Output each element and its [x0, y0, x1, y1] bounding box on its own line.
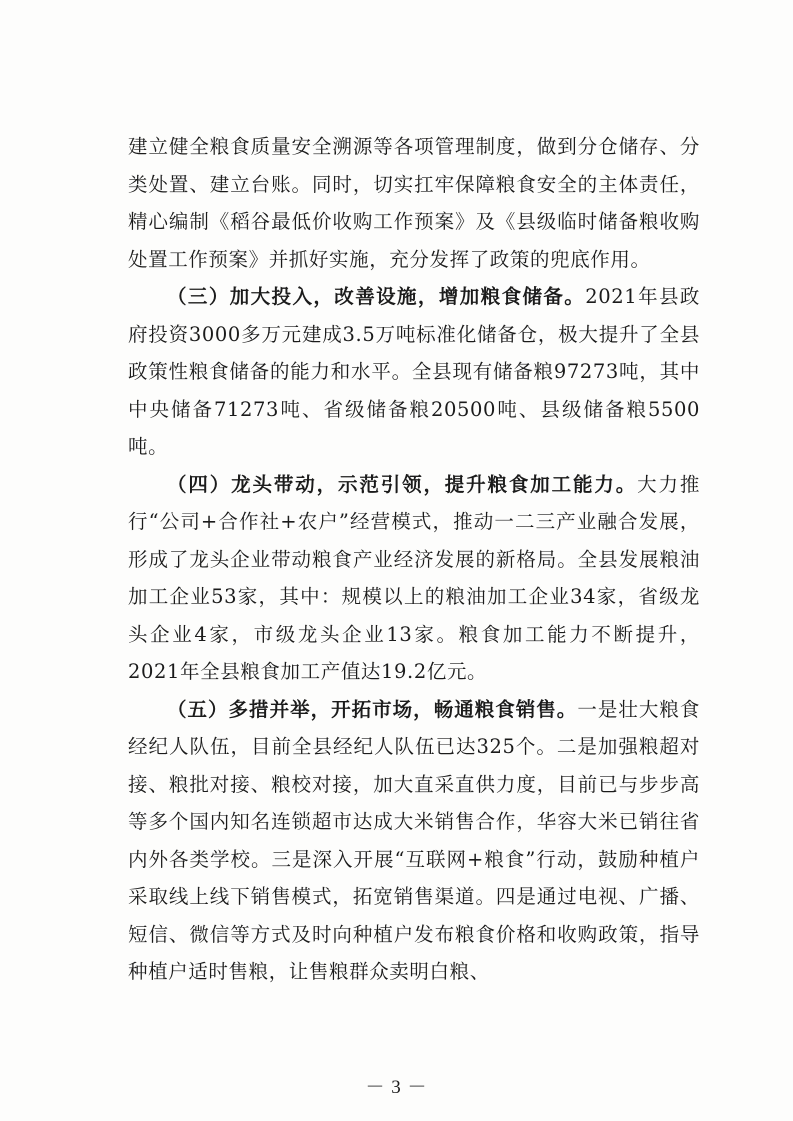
section-heading: （三）加大投入，改善设施，增加粮食储备。	[167, 285, 586, 308]
section-heading: （四）龙头带动，示范引领，提升粮食加工能力。	[167, 472, 638, 496]
paragraph-text: 2021年县政府投资3000多万元建成3.5万吨标准化储备仓，极大提升了全县政策性粮食储备的能力和水平。全县现有储备粮97273吨，其中中央储备71273吨、省级储备粮20500吨、县级储备粮5500吨。	[128, 285, 700, 458]
paragraph-text: 大力推行“公司+合作社+农户”经营模式，推动一二三产业融合发展，形成了龙头企业带动粮食产业经济发展的新格局。全县发展粮油加工企业53家，其中：规模以上的粮油加工企业34家，省级龙头企业4家，市级龙头企业13家。粮食加工能力不断提升，2021年全县粮食加工产值达19.2亿元。	[128, 472, 700, 683]
section-heading: （五）多措并举，开拓市场，畅通粮食销售。	[167, 697, 578, 721]
body-text	[128, 128, 700, 991]
paragraph-section-4	[128, 466, 700, 691]
paragraph-section-5	[128, 691, 700, 991]
paragraph-section-3	[128, 278, 700, 466]
paragraph-text: 一是壮大粮食经纪人队伍，目前全县经纪人队伍已达325个。二是加强粮超对接、粮批对接、粮校对接，加大直采直供力度，目前已与步步高等多个国内知名连锁超市达成大米销售合作，华容大米已销往省内外各类学校。三是深入开展“互联网+粮食”行动，鼓励种植户采取线上线下销售模式，拓宽销售渠道。四是通过电视、广播、短信、微信等方式及时向种植户发布粮食价格和收购政策，指导种植户适时售粮，让售粮群众卖明白粮、	[128, 697, 700, 983]
paragraph-text: 建立健全粮食质量安全溯源等各项管理制度，做到分仓储存、分类处置、建立台账。同时，切实扛牢保障粮食安全的主体责任，精心编制《稻谷最低价收购工作预案》及《县级临时储备粮收购处置工作预案》并抓好实施，充分发挥了政策的兜底作用。	[128, 135, 700, 271]
paragraph-continuation	[128, 128, 700, 278]
page-number: － 3 －	[365, 1077, 428, 1098]
